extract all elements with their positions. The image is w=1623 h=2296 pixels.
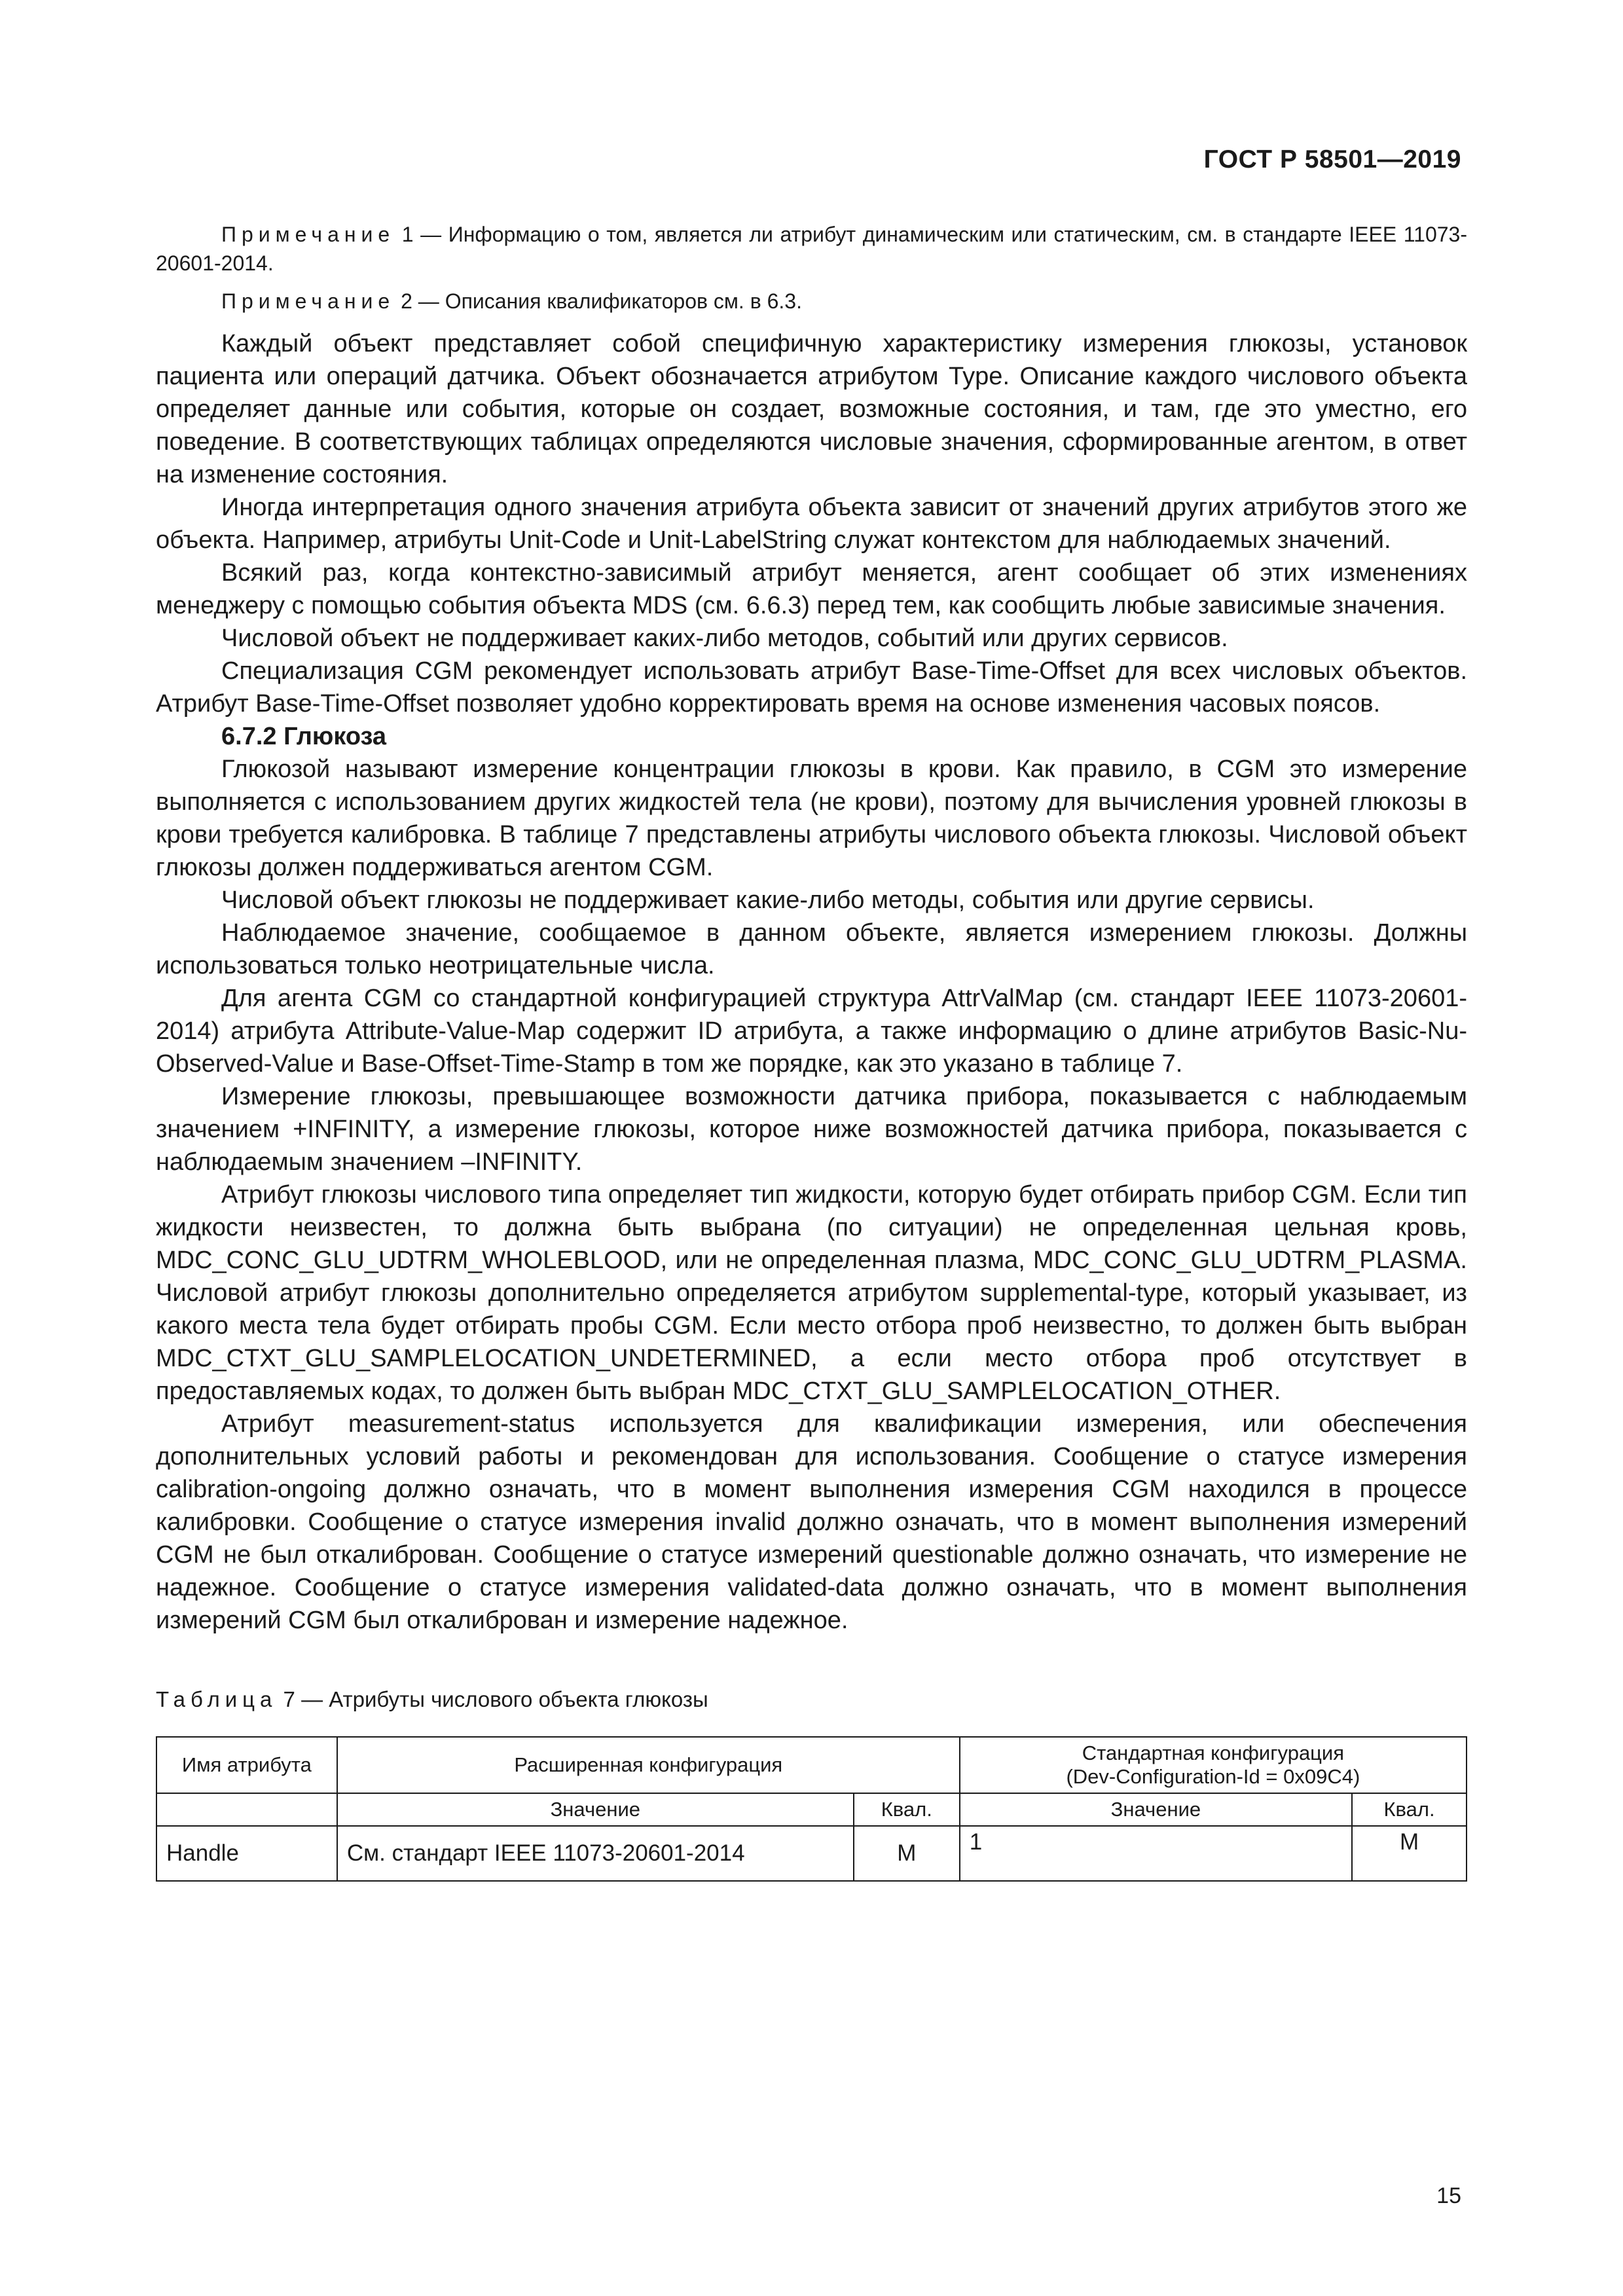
section-paragraph: Для агента CGM со стандартной конфигурацией структура AttrValMap (см. стандарт IEEE 11073-20601-2014) атрибута Attribute-Value-Map содержит ID атрибута, а также информацию о длине атрибутов Basic-Nu-Observed-Value и Base-Offset-Time-Stamp в том же порядке, как это указано в таблице 7. [156, 985, 1467, 1078]
paragraph: Всякий раз, когда контекстно-зависимый атрибут меняется, агент сообщает об этих изменениях менеджеру с помощью события объекта MDS (см. 6.6.3) перед тем, как сообщить любые зависимые значения. [156, 559, 1467, 619]
note-text: 2 — Описания квалификаторов см. в 6.3. [395, 289, 802, 313]
attributes-table [156, 1736, 1467, 1882]
note-2 [156, 287, 1467, 316]
header-standard-line1: Стандартная конфигурация [1082, 1741, 1345, 1764]
paragraph: Числовой объект не поддерживает каких-либо методов, событий или других сервисов. [221, 625, 1228, 652]
table-header-row [156, 1737, 1467, 1793]
table-caption-label: Таблица [156, 1687, 278, 1711]
note-1 [156, 220, 1467, 278]
note-label: Примечание [221, 289, 395, 313]
document-standard-header: ГОСТ Р 58501—2019 [1203, 145, 1461, 173]
table-caption-text: 7 — Атрибуты числового объекта глюкозы [277, 1687, 708, 1711]
header-extended-config: Расширенная конфигурация [337, 1737, 960, 1793]
document-body [156, 220, 1467, 1882]
table-row [156, 1826, 1467, 1881]
section-paragraph: Атрибут глюкозы числового типа определяет тип жидкости, которую будет отбирать прибор CGM. Если тип жидкости неизвестен, то должна быть выбрана (по ситуации) не определенная цельная кровь, MDC_CONC_GLU_UDTRM_WHOLEBLOOD, или не определенная плазма, MDC_CONC_GLU_UDTRM_PLASMA. Числовой атрибут глюкозы дополнительно определяется атрибутом supplemental-type, который указывает, из какого места тела будет отбирать пробы CGM. Если место отбора проб неизвестно, то должен быть выбран MDC_CTXT_GLU_SAMPLELOCATION_UNDETERMINED, а если место отбора проб отсутствует в предоставляемых кодах, то должен быть выбран MDC_CTXT_GLU_SAMPLELOCATION_OTHER. [156, 1181, 1467, 1405]
page-number: 15 [1436, 2183, 1461, 2208]
section-paragraph: Атрибут measurement-status используется для квалификации измерения, или обеспечения дополнительных условий работы и рекомендован для использования. Сообщение о статусе измерения calibration-ongoing должно означать, что в момент выполнения измерения CGM находился в процессе калибровки. Сообщение о статусе измерения invalid должно означать, что в момент выполнения измерений CGM не был откалиброван. Сообщение о статусе измерений questionable должно означать, что измерение не надежное. Сообщение о статусе измерения validated-data должно означать, что в момент выполнения измерений CGM был откалиброван и измерение надежное. [156, 1410, 1467, 1634]
section-heading: 6.7.2 Глюкоза [221, 723, 387, 750]
paragraph: Каждый объект представляет собой специфичную характеристику измерения глюкозы, установок пациента или операций датчика. Объект обозначается атрибутом Type. Описание каждого числового объекта определяет данные или события, которые он создает, возможные состояния, и там, где это уместно, его поведение. В соответствующих таблицах определяются числовые значения, сформированные агентом, в ответ на изменение состояния. [156, 330, 1467, 488]
paragraph: Иногда интерпретация одного значения атрибута объекта зависит от значений других атрибутов этого же объекта. Например, атрибуты Unit-Code и Unit-LabelString служат контекстом для наблюдаемых значений. [156, 494, 1467, 554]
header-standard-config [960, 1737, 1467, 1793]
section-paragraph: Наблюдаемое значение, сообщаемое в данном объекте, является измерением глюкозы. Должны использоваться только неотрицательные числа. [156, 919, 1467, 979]
section-paragraph: Измерение глюкозы, превышающее возможности датчика прибора, показывается с наблюдаемым значением +INFINITY, а измерение глюкозы, которое ниже возможностей датчика прибора, показывается с наблюдаемым значением –INFINITY. [156, 1083, 1467, 1176]
note-text: 1 — Информацию о том, является ли атрибут динамическим или статическим, см. в стандарте IEEE 11073-20601-2014. [156, 223, 1467, 275]
cell-ext-value: См. стандарт IEEE 11073-20601-2014 [337, 1826, 854, 1881]
cell-attr-name: Handle [156, 1826, 337, 1881]
section-paragraph: Глюкозой называют измерение концентрации глюкозы в крови. Как правило, в CGM это измерение выполняется с использованием других жидкостей тела (не крови), поэтому для вычисления уровней глюкозы в крови требуется калибровка. В таблице 7 представлены атрибуты числового объекта глюкозы. Числовой объект глюкозы должен поддерживаться агентом CGM. [156, 756, 1467, 881]
header-standard-line2: (Dev-Configuration-Id = 0x09C4) [1066, 1765, 1360, 1788]
paragraph: Специализация CGM рекомендует использовать атрибут Base-Time-Offset для всех числовых объектов. Атрибут Base-Time-Offset позволяет удобно корректировать время на основе изменения часовых поясов. [156, 657, 1467, 718]
table-caption [156, 1685, 1467, 1714]
table-subheader-row [156, 1793, 1467, 1826]
section-paragraph: Числовой объект глюкозы не поддерживает какие-либо методы, события или другие сервисы. [221, 886, 1315, 914]
subheader-ext-qual: Квал. [854, 1793, 960, 1826]
subheader-ext-value: Значение [337, 1793, 854, 1826]
header-attr-name: Имя атрибута [156, 1737, 337, 1793]
cell-std-value: 1 [960, 1826, 1352, 1881]
subheader-std-value: Значение [960, 1793, 1352, 1826]
note-label: Примечание [221, 223, 395, 246]
subheader-std-qual: Квал. [1352, 1793, 1467, 1826]
cell-ext-qual: M [854, 1826, 960, 1881]
cell-std-qual: M [1352, 1826, 1467, 1881]
subheader-empty [156, 1793, 337, 1826]
